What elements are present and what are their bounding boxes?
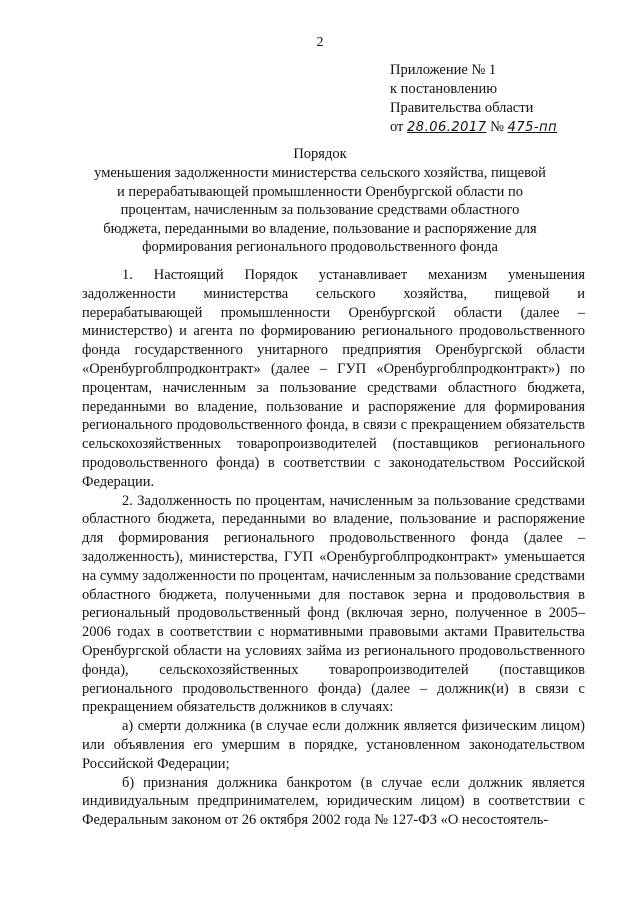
document-subtitle: уменьшения задолженности министерства сельского хозяйства, пищевой и перерабатывающей промышленности Оренбургской области по процентам, начисленным за пользование средствами областного бюджета, переданными во владение, пользование и распоряжение для формирования регионального продовольственного фонда <box>94 165 546 255</box>
annex-date-line <box>390 118 557 137</box>
paragraph-2a: а) смерти должника (в случае если должник является физическим лицом) или объявления его умершим в порядке, установленном законодательством Российской Федерации; <box>82 718 585 772</box>
date-prefix: от <box>390 119 404 135</box>
annex-block <box>390 61 557 137</box>
page-number: 2 <box>316 35 324 50</box>
annex-line-resolution: к постановлению <box>390 81 498 97</box>
paragraph-1: 1. Настоящий Порядок устанавливает механизм уменьшения задолженности министерства сельского хозяйства, пищевой и перерабатывающей промышленности Оренбургской области (далее – министерство) и агента по формированию регионального продовольственного фонда государственного унитарного предприятия Оренбургской области «Оренбургоблпродконтракт» (далее – ГУП «Оренбургоблпродконтракт») по процентам, начисленным за пользование средствами областного бюджета, переданными во владение, пользование и распоряжение для формирования регионального продовольственного фонда, в связи с прекращением обязательств сельскохозяйственных товаропроизводителей (поставщиков регионального продовольственного фонда) в соответствии с законодательством Российской Федерации. <box>82 267 585 490</box>
annex-line-government: Правительства области <box>390 100 534 116</box>
document-body <box>82 266 585 830</box>
annex-title: Приложение № 1 <box>390 62 497 78</box>
handwritten-number: 475-пп <box>507 120 558 135</box>
paragraph-2b: б) признания должника банкротом (в случае если должник является индивидуальным предпринимателем, юридическим лицом) в соответствии с Федеральным законом от 26 октября 2002 года № 127-ФЗ «О несостоятель- <box>82 774 585 829</box>
handwritten-date: 28.06.2017 <box>407 120 487 135</box>
number-prefix: № <box>490 119 504 135</box>
document-title: Порядок <box>293 146 347 162</box>
paragraph-2: 2. Задолженность по процентам, начисленным за пользование средствами областного бюджета, переданными во владение, пользование и распоряжение для формирования регионального продовольственного фонда (далее – задолженность), министерства, ГУП «Оренбургоблпродконтракт» уменьшается на сумму задолженности по процентам, начисленным за пользование средствами областного бюджета, полученными для поставок зерна и продовольствия в региональный продовольственный фонд (включая зерно, полученное в 2005–2006 годах в соответствии с нормативными правовыми актами Правительства Оренбургской области на условиях займа из регионального продовольственного фонда), сельскохозяйственных товаропроизводителей (поставщиков регионального продовольственного фонда) (далее – должник(и) в связи с прекращением обязательств должников в случаях: <box>82 492 585 716</box>
